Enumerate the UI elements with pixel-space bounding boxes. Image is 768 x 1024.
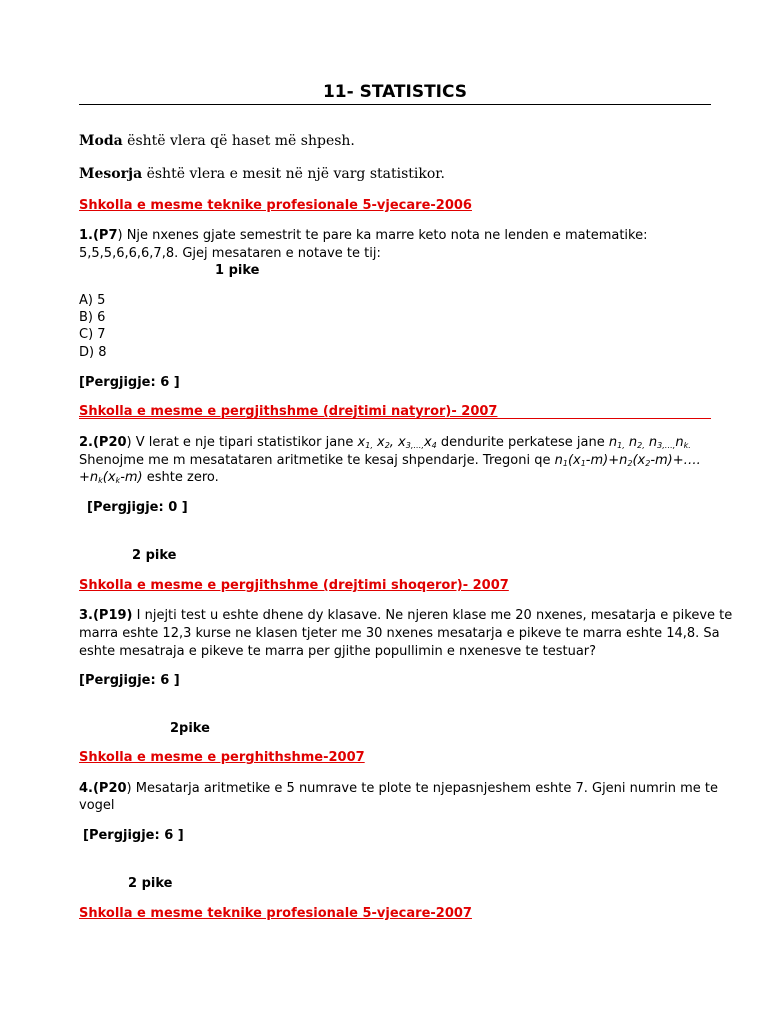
page-title: 11- STATISTICS [322,82,468,102]
question-1-answer: [Pergjigje: 6 ] [79,375,180,390]
section-heading-2: Shkolla e mesme e pergjithshme (drejtimi natyror)- 2007 [79,404,498,419]
option-c: C) 7 [79,327,106,342]
definition-moda [79,133,355,149]
section-heading-1: Shkolla e mesme teknike profesionale 5-vjecare-2006 [79,198,472,213]
moda-term: Moda [79,133,123,149]
option-a: A) 5 [79,293,106,308]
section-heading-3: Shkolla e mesme e pergjithshme (drejtimi shoqeror)- 2007 [79,578,509,593]
question-2-answer: [Pergjigje: 0 ] [87,500,188,515]
question-4-line-1 [79,780,718,798]
sum-formula-part-2: $+n_k(x_k-m)$ [79,470,143,485]
option-b: B) 6 [79,310,106,325]
section-heading-4: Shkolla e mesme e perghithshme-2007 [79,750,365,765]
section-heading-5: Shkolla e mesme teknike profesionale 5-vjecare-2007 [79,906,472,921]
question-2-code: (P20 [92,435,127,450]
question-2-line-1 [79,434,691,452]
values-x-formula: $x_{1,}$ $x_2$, $x_{3,\dots,}x_4$ [357,435,437,450]
question-1-points: 1 pike [215,263,260,278]
section-2-rule [79,418,711,419]
question-4-code: (P20 [92,781,127,796]
question-4-answer: [Pergjigje: 6 ] [83,828,184,843]
moda-text: është vlera që haset më shpesh. [122,133,355,149]
question-4-line-2: vogel [79,798,115,813]
question-1-number: 1. [79,228,93,243]
question-3-answer: [Pergjigje: 6 ] [79,673,180,688]
option-d: D) 8 [79,345,107,360]
question-1-code: (P7 [92,228,118,243]
title-rule [79,104,711,105]
question-3-points: 2pike [170,721,210,736]
definition-mesorja [79,166,445,182]
question-4-points: 2 pike [128,876,173,891]
question-3-number: 3. [79,608,93,623]
question-2-points: 2 pike [132,548,177,563]
question-1-text: ) Nje nxenes gjate semestrit te pare ka marre keto nota ne lenden e matematike: [117,228,648,243]
question-3-code: (P19) [92,608,133,623]
question-3-text: I njejti test u eshte dhene dy klasave. Ne njeren klase me 20 nxenes, mesatarja e pikeve te [132,608,733,623]
question-4-text: ) Mesatarja aritmetike e 5 numrave te plote te njepasnjeshem eshte 7. Gjeni numrin me te [126,781,719,796]
question-2-text-a: ) V lerat e nje tipari statistikor jane [126,435,358,450]
frequencies-n-formula: $n_{1,}$ $n_{2,}$ $n_{3,\dots,}n_{k.}$ [608,435,691,450]
question-3-line-2: marra eshte 12,3 kurse ne klasen tjeter me 30 nxenes mesatarja e pikeve te marra eshte 14,8. Sa [79,626,720,641]
mesorja-text: është vlera e mesit në një varg statistikor. [142,166,445,182]
question-2-text-d: eshte zero. [142,470,219,485]
question-2-number: 2. [79,435,93,450]
mesorja-term: Mesorja [79,166,143,182]
question-1-line-2: 5,5,5,6,6,6,7,8. Gjej mesataren e notave te tij: [79,246,381,261]
question-1-line-1 [79,227,647,245]
question-2-line-3 [79,469,219,487]
question-4-number: 4. [79,781,93,796]
question-2-text-c: Shenojme me m mesatataren aritmetike te kesaj shpendarje. Tregoni qe [79,453,555,468]
question-3-line-1 [79,607,732,625]
sum-formula-part-1: $n_1(x_1-m)+n_2(x_2-m)+\dots$. [554,453,701,468]
question-2-line-2 [79,452,701,470]
question-3-line-3: eshte mesatraja e pikeve te marra per gjithe popullimin e nxenesve te testuar? [79,644,597,659]
question-2-text-b: dendurite perkatese jane [436,435,609,450]
